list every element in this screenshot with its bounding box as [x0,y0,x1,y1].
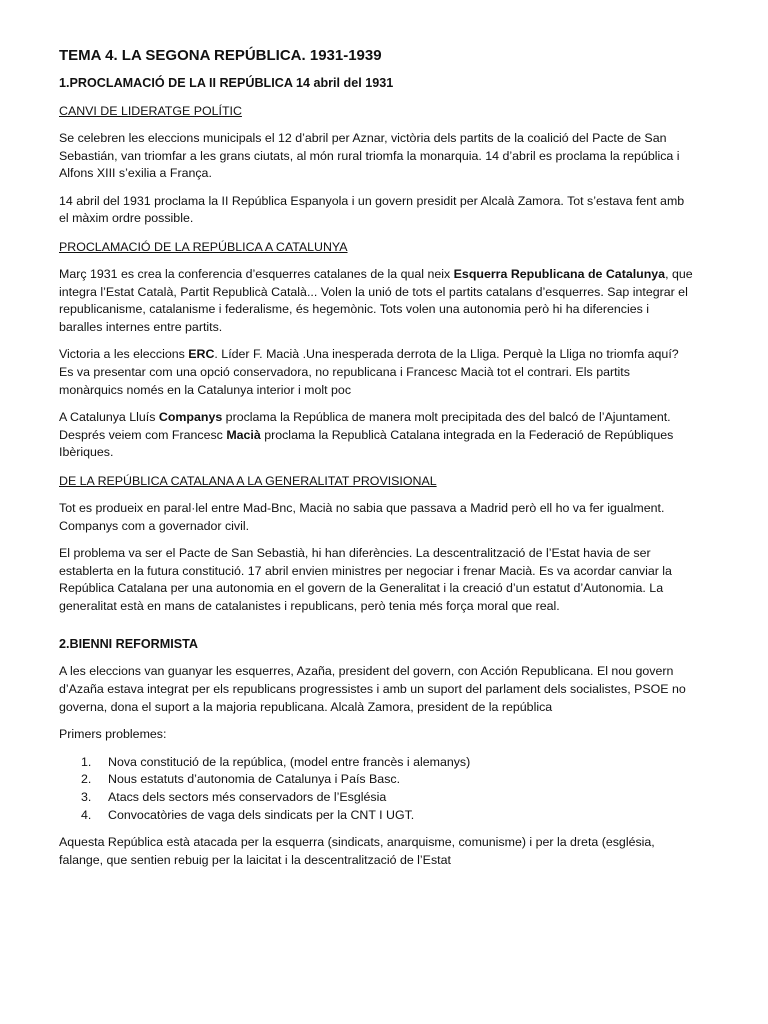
subheading-canvi-lideratge: CANVI DE LIDERATGE POLÍTIC [59,104,242,118]
list-item [59,754,695,772]
text-run: Març 1931 es crea la conferencia d’esquerres catalanes de la qual neix [59,266,454,281]
bold-text: Macià [226,427,261,442]
problems-list [59,754,695,824]
paragraph [59,409,695,462]
list-text: Convocatòries de vaga dels sindicats per la CNT I UGT. [108,807,415,822]
text-run: proclama la Republicà Catalana integrada en la Federació de Repúbliques Ibèriques. [59,427,674,460]
paragraph: Se celebren les eleccions municipals el 12 d’abril per Aznar, victòria dels partits de la coalició del Pacte de San Sebastián, van triomfar a les grans ciutats, al món rural triomfa la monarquia. 14 d’abril es proclama la república i Alfons XIII s’exilia a França. [59,131,680,181]
section-1-heading: 1.PROCLAMACIÓ DE LA II REPÚBLICA 14 abril del 1931 [59,76,394,90]
paragraph [59,346,695,399]
document-page [59,46,695,879]
paragraph: Aquesta República està atacada per la esquerra (sindicats, anarquisme, comunisme) i per la dreta (església, falange, que sentien rebuig per la laicitat i la descentralització de l’Estat [59,835,655,867]
paragraph: 14 abril del 1931 proclama la II República Espanyola i un govern presidit per Alcalà Zamora. Tot s’estava fent amb el màxim ordre possible. [59,193,685,226]
paragraph: A les eleccions van guanyar les esquerres, Azaña, president del govern, con Acción Republicana. El nou govern d’Azaña estava integrat per els republicans progressistes i amb un suport del parlament dels socialistes, PSOE no governa, dona el suport a la majoria republicana. Alcalà Zamora, president de la república [59,664,686,714]
list-text: Nova constitució de la república, (model entre francès i alemanys) [108,754,471,769]
list-item [59,789,695,807]
list-text: Nous estatuts d’autonomia de Catalunya i País Basc. [108,772,401,787]
subheading-generalitat-provisional: DE LA REPÚBLICA CATALANA A LA GENERALITAT PROVISIONAL [59,473,437,488]
list-item [59,771,695,789]
subheading-proclamacio-catalunya: PROCLAMACIÓ DE LA REPÚBLICA A CATALUNYA [59,239,348,254]
paragraph [59,266,695,336]
list-number: 2. [81,772,92,787]
bold-text: Companys [158,410,223,425]
bold-text: Esquerra Republicana de Catalunya [453,266,666,281]
document-title: TEMA 4. LA SEGONA REPÚBLICA. 1931-1939 [59,47,382,64]
bold-text: ERC [188,347,215,362]
list-item [59,807,695,825]
text-run: , que integra l’Estat Català, Partit Republicà Català... Volen la unió de tots el partits catalans d’esquerres. Sap integrar el republicanisme, catalanisme i federalisme, és hegemònic. Tots volen una autonomia però hi ha diferencies i baralles internes entre partits. [59,266,693,334]
list-number: 3. [81,790,92,805]
text-run: proclama la República de manera molt precipitada des del balcó de l’Ajuntament. Després veiem com Francesc [59,410,671,442]
text-run: . Líder F. Macià .Una inesperada derrota de la Lliga. Perquè la Lliga no triomfa aquí? Es va presentar com una opció conservadora, no republicana i Francesc Macià tot el contrari. Els partits monàrquics només en la Catalunya interior i molt poc [59,347,679,397]
text-run: A Catalunya Lluís [59,410,159,425]
paragraph: El problema va ser el Pacte de San Sebastià, hi han diferències. La descentralització de l’Estat havia de ser establerta en la futura constitució. 17 abril envien ministres per negociar i frenar Macià. Es va acordar canviar la República Catalana per una autonomia en el govern de la Generalitat i la creació d’un estatut d’Autonomia. La generalitat està en mans de catalanistes i republicans, però tenia més força moral que real. [59,546,672,613]
list-text: Atacs dels sectors més conservadors de l’Església [108,790,387,805]
text-run: Victoria a les eleccions [59,347,189,362]
paragraph: Tot es produeix en paral·lel entre Mad-Bnc, Macià no sabia que passava a Madrid però ell ho va fer igualment. Companys com a governador civil. [59,500,665,533]
list-number: 1. [81,754,92,769]
section-2-heading: 2.BIENNI REFORMISTA [59,637,199,652]
list-intro: Primers problemes: [59,727,167,742]
list-number: 4. [81,807,92,822]
